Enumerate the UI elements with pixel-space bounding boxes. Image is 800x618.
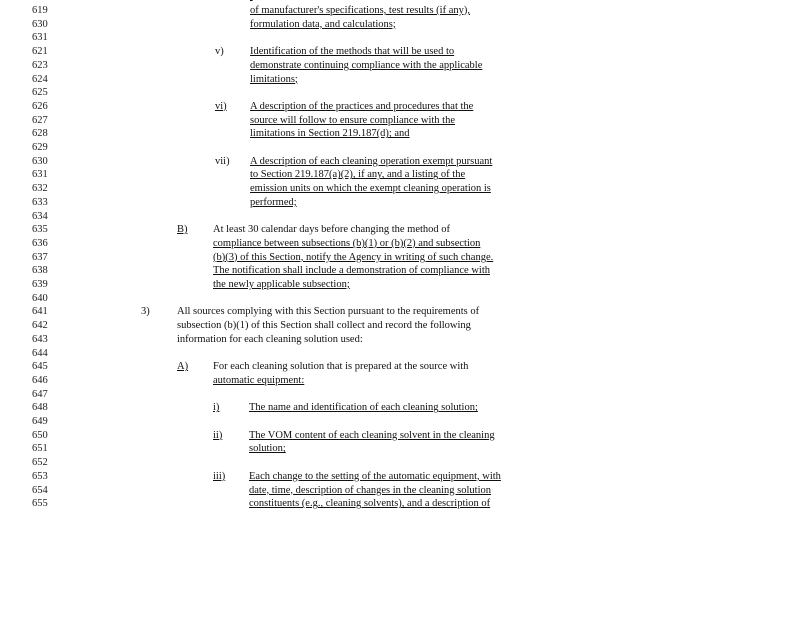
line-number: 627 — [32, 114, 48, 126]
item-vi-text: A description of the practices and procedures that the — [250, 100, 474, 112]
line-number: 653 — [32, 470, 48, 482]
item-B-text: At least 30 calendar days before changing the method of — [213, 224, 451, 236]
line-number: 646 — [32, 374, 48, 386]
item-A-text: For each cleaning solution that is prepared at the source with — [213, 361, 469, 373]
item-v-text: Identification of the methods that will be used to — [250, 46, 455, 58]
item-iii-text: date, time, description of changes in the cleaning solution — [249, 484, 492, 496]
item-v-text: limitations; — [250, 73, 298, 85]
item-vii-text: performed; — [250, 196, 297, 208]
item-iii-text: Each change to the setting of the automatic equipment, with — [249, 470, 501, 482]
line-number: 621 — [32, 46, 48, 58]
item-3-text: subsection (b)(1) of this Section shall collect and record the following — [177, 320, 471, 332]
item-label-ii: ii) — [213, 429, 223, 441]
line-number: 631 — [32, 169, 48, 181]
line-number: 652 — [32, 457, 48, 469]
line-number: 633 — [32, 196, 48, 208]
item-ii-text: solution; — [249, 443, 286, 455]
line-number: 619 — [32, 5, 48, 16]
item-vi-text: limitations in Section 219.187(d); and — [250, 128, 410, 140]
item-i-text: The name and identification of each cleaning solution; — [249, 402, 478, 414]
item-label-v: v) — [215, 46, 224, 58]
line-number: 645 — [32, 361, 48, 373]
line-number: 625 — [32, 87, 48, 99]
line-number: 642 — [32, 320, 48, 332]
item-3-text: All sources complying with this Section pursuant to the requirements of — [177, 306, 480, 318]
line-number: 643 — [32, 333, 48, 345]
item-label-vi: vi) — [215, 100, 227, 112]
line-number: 634 — [32, 210, 48, 222]
item-ii-text: The VOM content of each cleaning solvent in the cleaning — [249, 429, 495, 441]
item-B-text: compliance between subsections (b)(1) or (b)(2) and subsection — [213, 237, 481, 249]
line-number: 654 — [32, 484, 48, 496]
line-number: 639 — [32, 279, 48, 290]
item-label-A: A) — [177, 361, 189, 373]
item-A-text: automatic equipment: — [213, 374, 305, 386]
line-number: 630 — [32, 18, 48, 30]
item-label-i: i) — [213, 402, 220, 414]
line-number: 640 — [32, 292, 48, 304]
item-vii-text: emission units on which the exempt cleaning operation is — [250, 183, 491, 195]
line-number: 630 — [32, 155, 48, 167]
item-v-text: demonstrate continuing compliance with the applicable — [250, 59, 483, 71]
item-label-iii: iii) — [213, 470, 226, 482]
line-number: 632 — [32, 183, 48, 195]
line-number: 626 — [32, 100, 48, 112]
line-number: 648 — [32, 402, 48, 414]
line-number: 647 — [32, 388, 48, 400]
line-number: 629 — [32, 142, 48, 153]
line-number: 631 — [32, 32, 48, 44]
line-number: 655 — [32, 498, 48, 510]
line-number: 641 — [32, 306, 48, 318]
partial-text-line: formulation data, and calculations; — [250, 18, 396, 30]
item-vii-text: A description of each cleaning operation exempt pursuant — [250, 155, 493, 167]
line-number: 644 — [32, 347, 48, 359]
line-number: 635 — [32, 224, 48, 236]
line-number: 650 — [32, 429, 48, 441]
partial-text-line: of manufacturer's specifications, test results (if any), — [250, 5, 470, 16]
item-label-3: 3) — [141, 306, 150, 318]
item-vi-text: source will follow to ensure compliance with the — [250, 114, 455, 126]
line-number: 651 — [32, 443, 48, 455]
line-number: 638 — [32, 265, 48, 277]
line-number: 624 — [32, 73, 48, 85]
line-number: 636 — [32, 237, 48, 249]
item-vii-text: to Section 219.187(a)(2), if any, and a listing of the — [250, 169, 466, 181]
line-number: 649 — [32, 416, 48, 427]
line-number: 628 — [32, 128, 48, 140]
item-B-text: the newly applicable subsection; — [213, 279, 350, 290]
item-B-text: The notification shall include a demonstration of compliance with — [213, 265, 491, 277]
item-label-vii: vii) — [215, 155, 230, 167]
line-number: 623 — [32, 59, 48, 71]
item-iii-text: constituents (e.g., cleaning solvents), and a description of — [249, 498, 491, 510]
item-label-B: B) — [177, 224, 188, 236]
line-number: 637 — [32, 251, 48, 263]
item-3-text: information for each cleaning solution used: — [177, 333, 363, 345]
item-B-text: (b)(3) of this Section, notify the Agency in writing of such change. — [213, 251, 494, 263]
